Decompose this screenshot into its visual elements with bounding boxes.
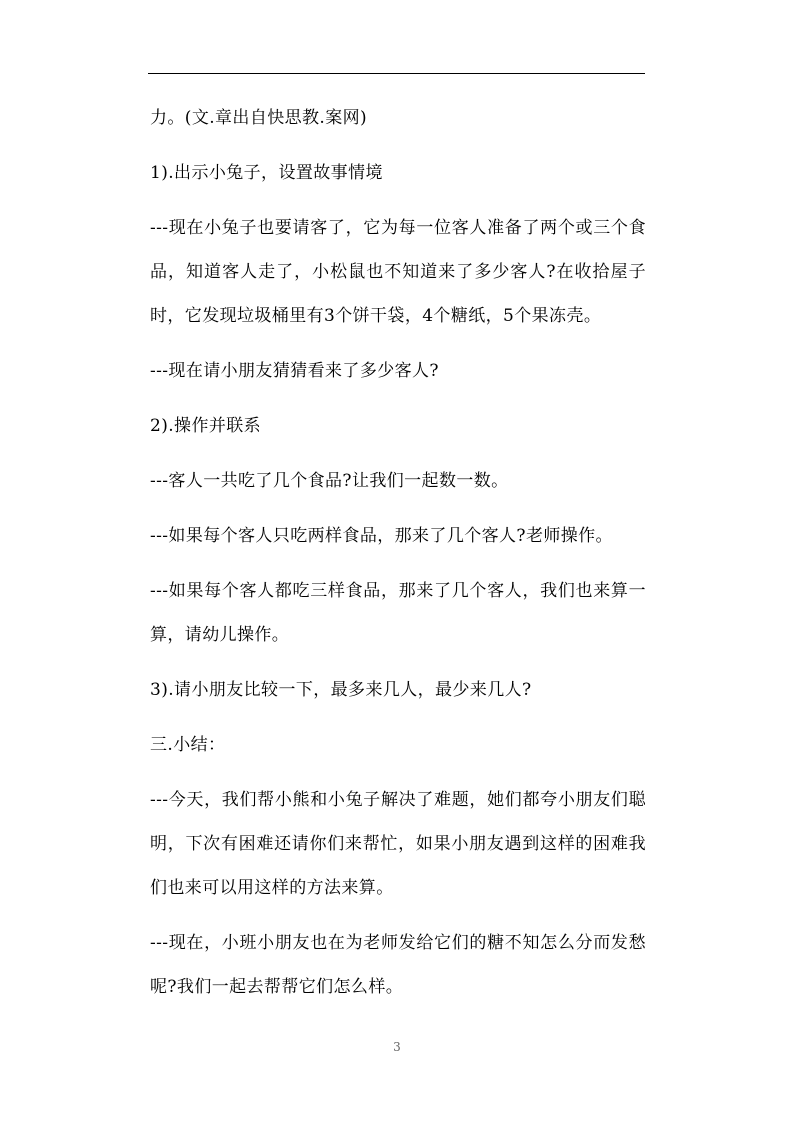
paragraph: ---客人一共吃了几个食品?让我们一起数一数。 — [150, 471, 509, 491]
section-heading: 1).出示小兔子，设置故事情境 — [150, 163, 383, 183]
paragraph: ---今天，我们帮小熊和小兔子解决了难题，她们都夸小朋友们聪明，下次有困难还请你们来帮忙，如果小朋友遇到这样的困难我们也来可以用这样的方法来算。 — [150, 790, 646, 898]
document-body — [150, 96, 646, 1020]
paragraph: ---现在请小朋友猜猜看来了多少客人? — [150, 361, 439, 381]
header-rule — [148, 73, 645, 74]
section-heading: 2).操作并联系 — [150, 416, 262, 436]
paragraph: ---如果每个客人只吃两样食品，那来了几个客人?老师操作。 — [150, 526, 613, 546]
section-heading: 三.小结： — [150, 735, 226, 755]
paragraph: ---如果每个客人都吃三样食品，那来了几个客人，我们也来算一算，请幼儿操作。 — [150, 581, 646, 645]
paragraph: ---现在，小班小朋友也在为老师发给它们的糖不知怎么分而发愁呢?我们一起去帮帮它们怎么样。 — [150, 933, 646, 997]
page-number: 3 — [393, 1040, 401, 1054]
paragraph: 力。(文.章出自快思教.案网) — [150, 108, 368, 128]
paragraph: ---现在小兔子也要请客了，它为每一位客人准备了两个或三个食品，知道客人走了，小松鼠也不知道来了多少客人?在收拾屋子时，它发现垃圾桶里有3个饼干袋，4个糖纸，5个果冻壳。 — [150, 218, 646, 326]
section-heading: 3).请小朋友比较一下，最多来几人，最少来几人? — [150, 680, 532, 700]
